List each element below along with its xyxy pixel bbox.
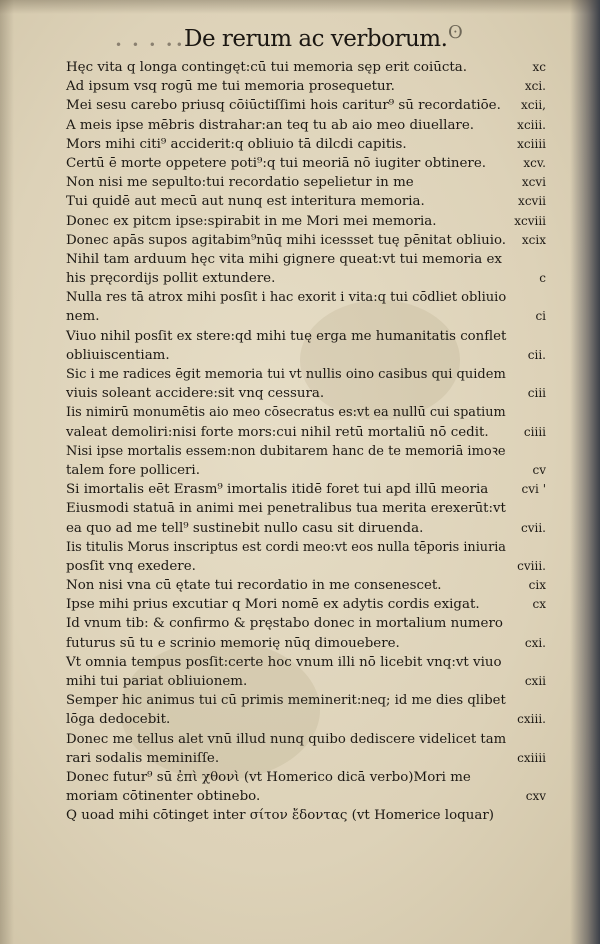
line-text: Q uoad mihi cōtinget inter σίτον ἔδοντας (vt Homerice loquar) — [66, 808, 494, 824]
text-line — [66, 96, 546, 115]
line-text: Ipse mihi prius excutiar q Mori nomē ex adytis cordis exigat. — [66, 597, 480, 613]
line-text: Iis titulis Morus inscriptus est cordi meo:vt eos nulla tēporis iniuria — [66, 539, 506, 555]
line-text: Donec me tellus alet vnū illud nunq quibo dediscere videlicet tam — [66, 731, 507, 747]
text-line — [66, 442, 546, 461]
line-text: Non nisi vna cū ętate tui recordatio in me consenescet. — [66, 578, 442, 594]
line-text: Donec apās supos agitabim⁹nūq mihi icessset tuę pēnitat obliuio. — [66, 232, 507, 248]
text-line — [66, 730, 546, 749]
line-number: xc — [532, 60, 546, 74]
line-text: Eiusmodi statuā in animi mei penetralibus tua merita erexerūt:vt — [66, 501, 506, 517]
line-number: xcii, — [521, 98, 546, 113]
line-text: Iis nimirū monumētis aio meo cōsecratus es:vt ea nullū cui spatium — [66, 405, 506, 421]
line-number: cxiii. — [517, 712, 546, 727]
text-line — [66, 288, 546, 307]
line-text: Viuo nihil posſit ex stere:qd mihi tuę erga me humanitatis conflet — [66, 328, 507, 344]
line-number: cix — [528, 578, 546, 593]
line-text: Sic i me radices ēgit memoria tui vt nullis oino casibus qui quidem — [66, 367, 506, 382]
page-header — [0, 22, 600, 56]
line-number: cv — [532, 462, 546, 477]
text-line — [66, 672, 546, 691]
line-text: obliuiscentiam. — [66, 347, 170, 363]
line-text: viuis soleant accidere:sit vnq cessura. — [66, 386, 325, 402]
line-number: ci — [535, 309, 546, 324]
text-line — [66, 154, 546, 173]
line-text: Mei sesu carebo priusq cōiūctiſſimi hois caritur⁹ sū recordatiōe. — [66, 98, 501, 114]
text-line — [66, 480, 546, 499]
text-line — [66, 519, 546, 538]
line-number: c — [539, 271, 546, 286]
line-text: talem fore polliceri. — [66, 462, 200, 478]
line-text: valeat demoliri:nisi forte mors:cui nihil retū mortaliū nō cedit. — [66, 424, 489, 440]
line-text: posſit vnq exedere. — [66, 558, 196, 574]
text-body — [66, 58, 546, 826]
text-line — [66, 787, 546, 806]
running-head: De rerum ac verborum. — [184, 26, 448, 52]
page-top-shadow — [0, 0, 600, 14]
page-left-shadow — [0, 0, 14, 944]
line-number: cviii. — [517, 558, 546, 573]
line-text: Certū ē morte oppetere poti⁹:q tui meoriā nō iugiter obtinere. — [66, 155, 487, 171]
line-number: cx — [532, 597, 546, 612]
line-text: Semper hic animus tui cū primis meminerit:neq; id me dies qlibet — [66, 693, 506, 709]
text-line — [66, 461, 546, 480]
text-line — [66, 231, 546, 250]
text-line — [66, 250, 546, 269]
text-line — [66, 384, 546, 403]
text-line — [66, 614, 546, 633]
line-text: rari sodalis meminiſſe. — [66, 750, 220, 766]
line-number: cxiiii — [517, 750, 546, 765]
line-number: xci. — [524, 79, 546, 94]
line-text: Tui quidē aut mecū aut nunq est interitura memoria. — [66, 194, 425, 210]
text-line — [66, 710, 546, 729]
text-line — [66, 806, 546, 825]
line-text: nem. — [66, 309, 100, 325]
line-text: Nulla res tā atrox mihi posſit i hac exorit i vita:q tui cōdliet obliuio — [66, 290, 507, 306]
line-number: ciii — [527, 386, 546, 401]
line-number: xcviii — [514, 213, 546, 228]
line-text: Donec futur⁹ sū ἐπὶ χθονὶ (vt Homerico dicā verbo)Mori me — [66, 769, 471, 785]
line-text: Vt omnia tempus posſit:certe hoc vnum illi nō licebit vnq:vt viuo — [66, 654, 502, 670]
line-number: xcvii — [518, 194, 546, 209]
line-number: cii. — [527, 347, 546, 362]
line-text: Id vnum tib: & confirmo & pręstabo donec in mortalium numero — [66, 616, 503, 632]
line-number: xcix — [521, 232, 546, 247]
line-number: cvi ꞌ — [521, 482, 546, 497]
line-number: xcv. — [523, 155, 546, 170]
text-line — [66, 653, 546, 672]
text-line — [66, 346, 546, 365]
text-line — [66, 423, 546, 442]
text-line — [66, 768, 546, 787]
line-number: ciiii — [523, 424, 546, 439]
text-line — [66, 192, 546, 211]
line-text: Non nisi me sepulto:tui recordatio sepelietur in me — [66, 175, 414, 191]
corner-mark: ʘ — [448, 22, 463, 43]
line-number: cvii. — [521, 520, 546, 535]
line-text: Donec ex pitcm ipse:spirabit in me Mori mei memoria. — [66, 213, 437, 229]
text-line — [66, 173, 546, 192]
line-number: xciii. — [517, 117, 546, 132]
line-text: Ad ipsum vsq rogū me tui memoria prosequetur. — [66, 79, 395, 95]
line-text: his pręcordijs pollit extundere. — [66, 271, 276, 287]
text-line — [66, 403, 546, 422]
line-text: mihi tui pariat obliuionem. — [66, 674, 248, 689]
text-line — [66, 499, 546, 518]
line-number: xcvi — [521, 175, 546, 190]
text-line — [66, 58, 546, 77]
text-line — [66, 576, 546, 595]
text-line — [66, 269, 546, 288]
header-marks: • • • •• — [115, 38, 186, 52]
line-text: Hęc vita q longa contingęt:cū tui memoria sęp erit coiūcta. — [66, 60, 467, 75]
line-text: ea quo ad me tell⁹ sustinebit nullo casu sit diruenda. — [66, 520, 424, 536]
text-line — [66, 538, 546, 557]
line-text: A meis ipse mēbris distrahar:an teq tu ab aio meo diuellare. — [66, 117, 475, 133]
line-number: cxii — [524, 674, 546, 688]
text-line — [66, 77, 546, 96]
text-line — [66, 749, 546, 768]
line-text: moriam cōtinenter obtinebo. — [66, 789, 261, 805]
text-line — [66, 212, 546, 231]
line-text: Nihil tam arduum hęc vita mihi gignere queat:vt tui memoria ex — [66, 251, 502, 267]
page-right-edge — [570, 0, 600, 944]
text-line — [66, 135, 546, 154]
text-line — [66, 365, 546, 384]
text-line — [66, 691, 546, 710]
text-line — [66, 307, 546, 326]
text-line — [66, 595, 546, 614]
line-text: Mors mihi citi⁹ acciderit:q obliuio tā dilcdi capitis. — [66, 136, 407, 152]
line-text: Si imortalis eēt Erasm⁹ imortalis itidē foret tui apd illū meoria — [66, 482, 489, 498]
line-number: cxi. — [524, 635, 546, 650]
line-text: futurus sū tu e scrinio memorię nūq dimouebere. — [66, 635, 400, 651]
text-line — [66, 557, 546, 576]
line-number: xciiii — [517, 136, 546, 151]
line-text: lōga dedocebit. — [66, 712, 171, 728]
text-line — [66, 116, 546, 135]
text-line — [66, 634, 546, 653]
line-text: Nisi ipse mortalis essem:non dubitarem hanc de te memoriā imoꝛe — [66, 443, 506, 459]
line-number: cxv — [525, 789, 546, 804]
text-line — [66, 327, 546, 346]
